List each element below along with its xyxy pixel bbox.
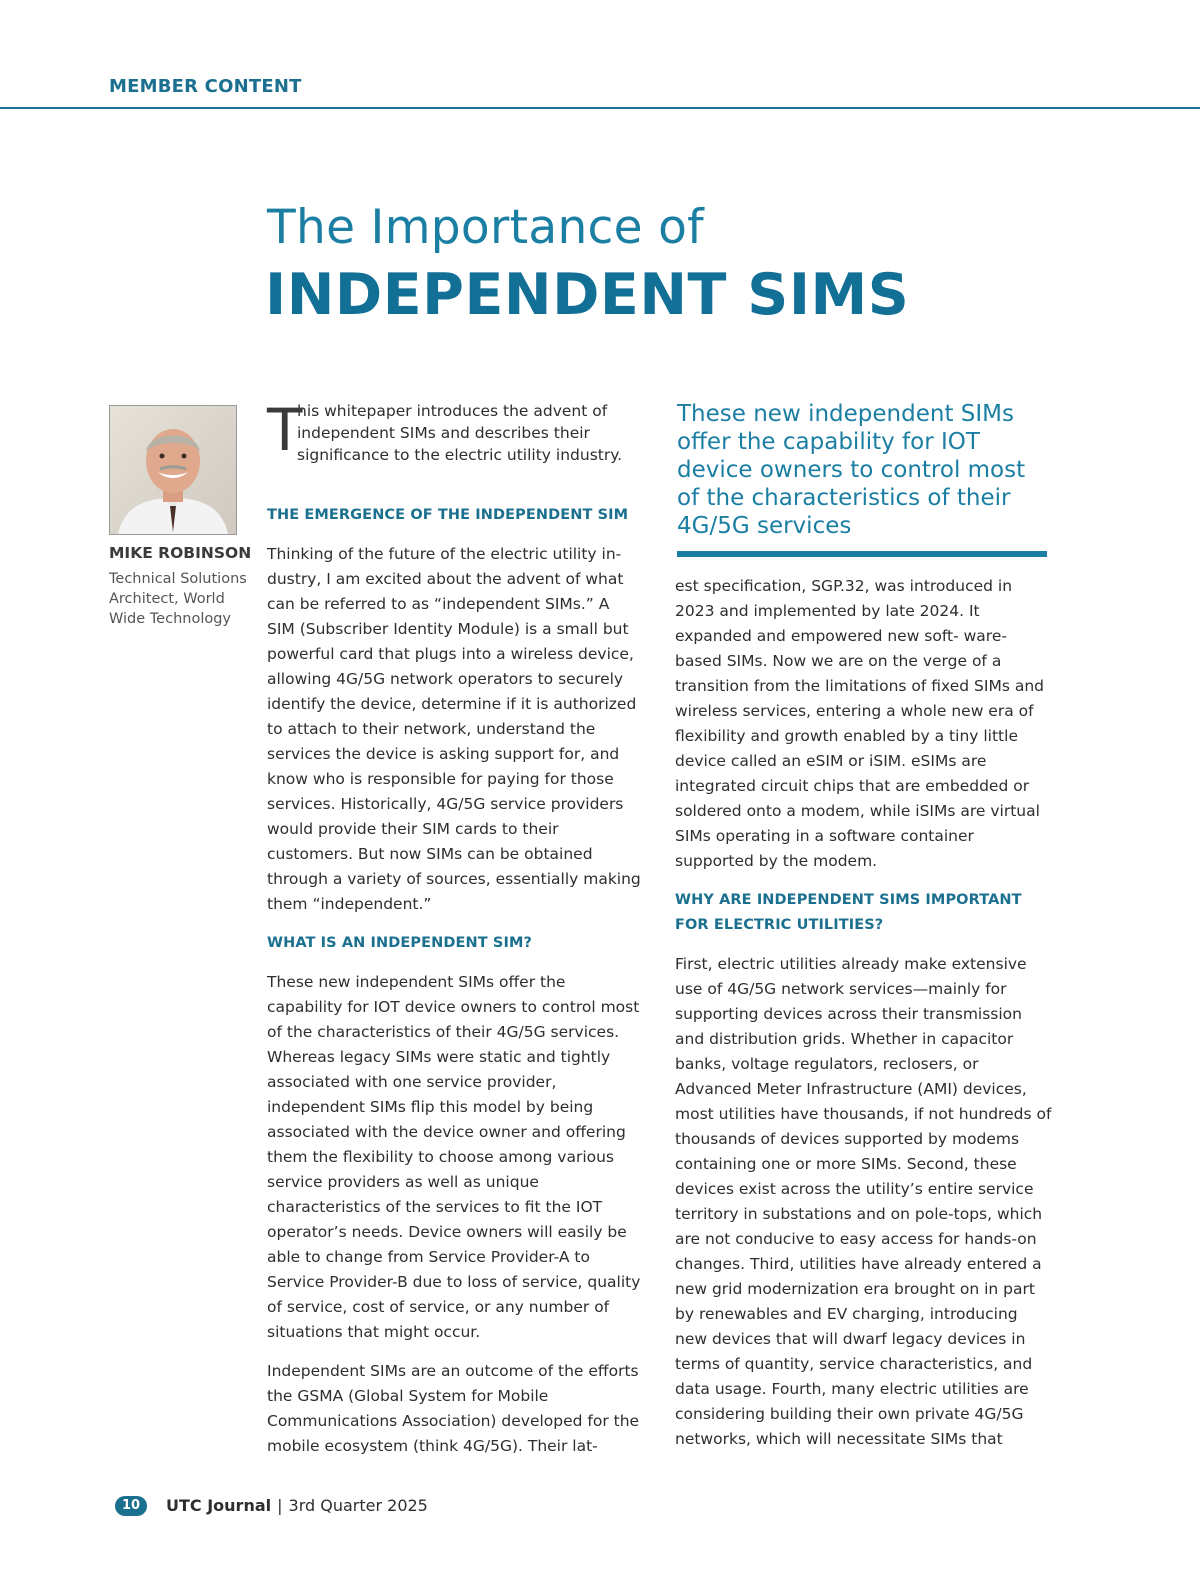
body-paragraph-1: Thinking of the future of the electric utility in- dustry, I am excited about the advent of what can be referred to as “independent SIMs.” A SIM (Subscriber Identity Module) is a small but powerful card that plugs into a wireless device, allowing 4G/5G network operators to securely identify the device, determine if it is authorized to attach to their network, understand the services the device is asking support for, and know who is responsible for paying for those services. Historically, 4G/5G service providers would provide their SIM cards to their customers. But now SIMs can be obtained through a variety of sources, essentially making them “independent.” — [267, 545, 641, 913]
body-paragraph-2: These new independent SIMs offer the capability for IOT device owners to control most of the characteristics of their 4G/5G services. Whereas legacy SIMs were static and tightly associated with one service provider, independent SIMs flip this model by being associated with the device owner and offering them the flexibility to choose among various service providers as well as unique characteristics of the services to fit the IOT operator’s needs. Device owners will easily be able to change from Service Provider-A to Service Provider-B due to loss of service, quality of service, cost of service, or any number of situations that might occur. — [267, 973, 641, 1341]
section-heading-what-is: WHAT IS AN INDEPENDENT SIM? — [267, 935, 532, 951]
pull-quote: These new independent SIMs offer the capability for IOT device owners to control most of the characteristics of their 4G/5G services — [677, 401, 1026, 539]
drop-cap: T — [267, 396, 303, 464]
body-paragraph-4: est specification, SGP.32, was introduced in 2023 and implemented by late 2024. It expanded and empowered new soft- ware-based SIMs. Now we are on the verge of a transition from the limitations of fixed SIMs and wireless services, entering a whole new era of flexibility and growth enabled by a tiny little device called an eSIM or iSIM. eSIMs are integrated circuit chips that are embedded or soldered onto a modem, while iSIMs are virtual SIMs operating in a software container supported by the modem. — [675, 577, 1044, 870]
author-photo — [109, 405, 237, 535]
article-title-line1: The Importance of — [267, 200, 705, 255]
footer — [166, 1496, 428, 1515]
article-title-line2: INDEPENDENT SIMS — [265, 262, 910, 328]
footer-journal-name: UTC Journal — [166, 1496, 272, 1515]
footer-separator: | — [277, 1496, 283, 1515]
article-column-left — [267, 396, 642, 1459]
author-name: MIKE ROBINSON — [109, 544, 252, 562]
author-role: Technical Solutions Architect, World Wide Technology — [109, 571, 247, 627]
header-rule — [0, 107, 1200, 109]
author-portrait-image — [110, 406, 236, 534]
body-paragraph-3: Independent SIMs are an outcome of the efforts the GSMA (Global System for Mobile Communications Association) developed for the mobile ecosystem (think 4G/5G). Their lat- — [267, 1362, 640, 1455]
page-number-badge: 10 — [115, 1496, 147, 1516]
article-column-right — [675, 574, 1053, 1452]
pull-quote-bar — [677, 551, 1047, 557]
section-label: MEMBER CONTENT — [109, 76, 302, 97]
intro-paragraph — [267, 396, 642, 466]
intro-text: his whitepaper introduces the advent of independent SIMs and describes their significance to the electric utility industry. — [297, 402, 623, 464]
section-heading-emergence: THE EMERGENCE OF THE INDEPENDENT SIM — [267, 507, 629, 523]
section-heading-why-important: WHY ARE INDEPENDENT SIMS IMPORTANT FOR ELECTRIC UTILITIES? — [675, 892, 1022, 933]
footer-issue: 3rd Quarter 2025 — [288, 1496, 428, 1515]
body-paragraph-5: First, electric utilities already make extensive use of 4G/5G network services—mainly for supporting devices across their transmission and distribution grids. Whether in capacitor banks, voltage regulators, reclosers, or Advanced Meter Infrastructure (AMI) devices, most utilities have thousands, if not hundreds of thousands of devices supported by modems containing one or more SIMs. Second, these devices exist across the utility’s entire service territory in substations and on pole-tops, which are not conducive to easy access for hands-on changes. Third, utilities have already entered a new grid modernization era brought on in part by renewables and EV charging, introducing new devices that will dwarf legacy devices in terms of quantity, service characteristics, and data usage. Fourth, many electric utilities are considering building their own private 4G/5G networks, which will necessitate SIMs that — [675, 955, 1052, 1448]
